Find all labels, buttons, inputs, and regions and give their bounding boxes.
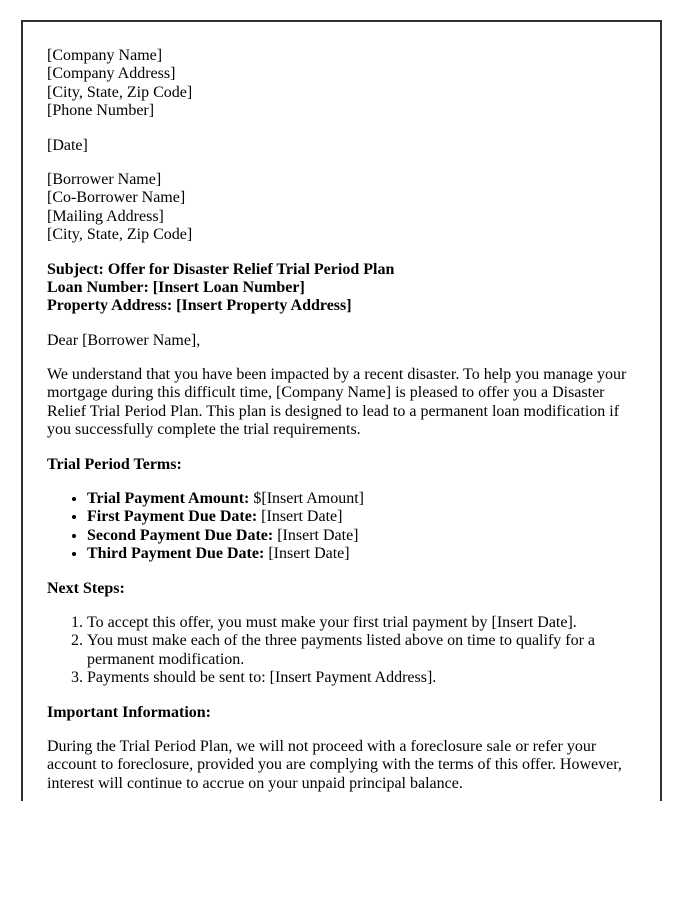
recipient-city-state-zip: [City, State, Zip Code] <box>47 226 193 244</box>
important-heading: Important Information: <box>47 703 211 721</box>
loan-number-line: Loan Number: [Insert Loan Number] <box>47 278 305 296</box>
trial-term-item <box>87 508 636 526</box>
trial-term-item <box>87 490 636 508</box>
term-value: $[Insert Amount] <box>253 490 365 508</box>
next-steps-list <box>47 614 636 688</box>
sender-block <box>47 47 636 121</box>
trial-terms-heading: Trial Period Terms: <box>47 455 182 473</box>
term-label: Second Payment Due Date: <box>87 526 274 544</box>
recipient-co-borrower-name: [Co-Borrower Name] <box>47 189 186 207</box>
trial-terms-list <box>47 490 636 564</box>
term-label: First Payment Due Date: <box>87 508 258 526</box>
sender-company-name: [Company Name] <box>47 47 163 64</box>
next-steps-heading: Next Steps: <box>47 579 125 597</box>
sender-city-state-zip: [City, State, Zip Code] <box>47 83 193 101</box>
next-step-item: 2. You must make each of the three payments listed above on time to qualify for a permanent modification. <box>87 632 636 669</box>
date-line: [Date] <box>47 136 88 154</box>
recipient-borrower-name: [Borrower Name] <box>47 170 162 188</box>
term-value: [Insert Date] <box>277 526 359 544</box>
property-address-line: Property Address: [Insert Property Address] <box>47 297 352 315</box>
next-step-item: 1. To accept this offer, you must make your first trial payment by [Insert Date]. <box>87 614 636 632</box>
sender-phone-number: [Phone Number] <box>47 102 155 120</box>
sender-company-address: [Company Address] <box>47 65 176 83</box>
important-paragraph: During the Trial Period Plan, we will not proceed with a foreclosure sale or refer your account to foreclosure, provided you are complying with the terms of this offer. However, interest will continue to accrue on your unpaid principal balance. <box>47 737 622 792</box>
recipient-mailing-address: [Mailing Address] <box>47 207 164 225</box>
intro-paragraph: We understand that you have been impacted by a recent disaster. To help you manage your mortgage during this difficult time, [Company Name] is pleased to offer you a Disaster Relief Trial Period Plan. This plan is designed to lead to a permanent loan modification if you successfully complete the trial requirements. <box>47 366 627 439</box>
recipient-block <box>47 171 636 245</box>
next-step-item: 3. Payments should be sent to: [Insert Payment Address]. <box>87 669 636 687</box>
term-label: Third Payment Due Date: <box>87 545 265 563</box>
letter-page <box>21 20 662 801</box>
term-value: [Insert Date] <box>261 508 343 526</box>
salutation: Dear [Borrower Name], <box>47 331 201 349</box>
term-label: Trial Payment Amount: <box>87 490 250 508</box>
subject-block <box>47 261 636 316</box>
subject-line: Subject: Offer for Disaster Relief Trial Period Plan <box>47 260 395 278</box>
trial-term-item <box>87 527 636 545</box>
term-value: [Insert Date] <box>268 545 350 563</box>
trial-term-item <box>87 545 636 563</box>
